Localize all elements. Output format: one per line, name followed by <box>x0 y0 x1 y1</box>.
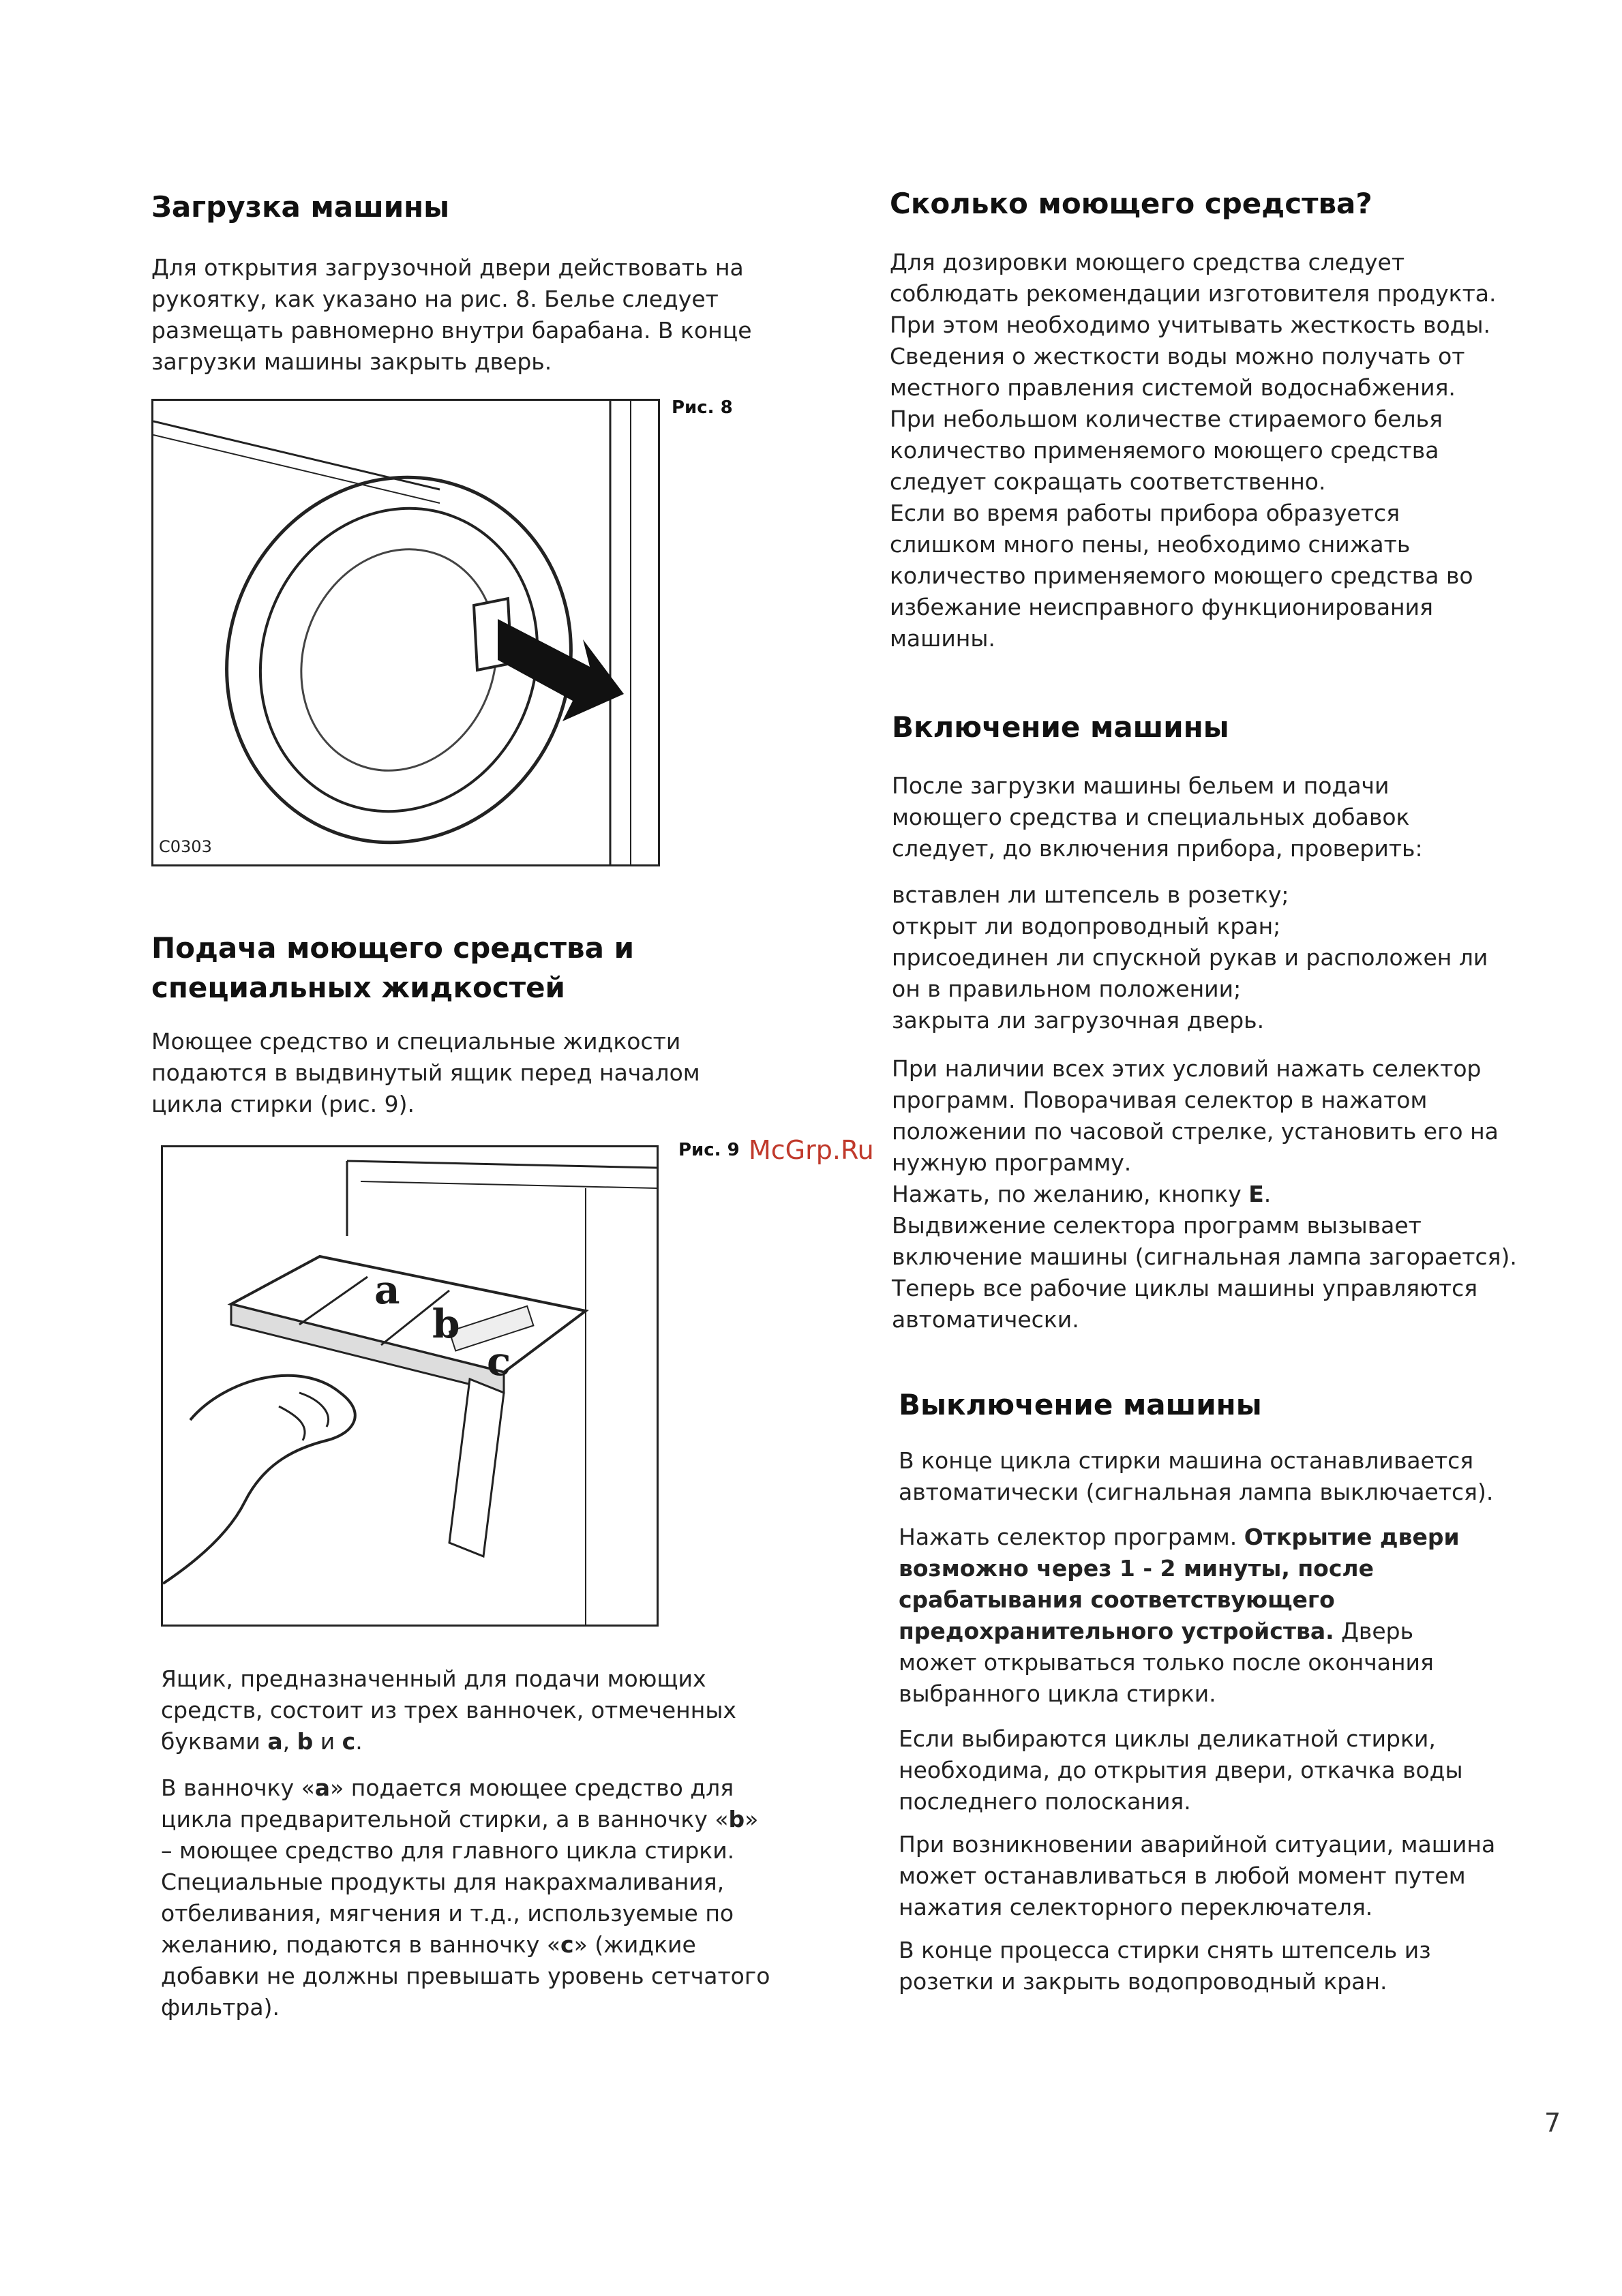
text-line: Сведения о жесткости воды можно получать от <box>890 343 1465 369</box>
figure-code: C0303 <box>159 837 212 856</box>
text-line: После загрузки машины бельем и подачи <box>892 772 1390 799</box>
text-line: автоматически (сигнальная лампа выключается). <box>899 1479 1494 1505</box>
text-line: предохранительного устройства. Дверь <box>899 1618 1414 1644</box>
text-line: количество применяемого моющего средства во <box>890 562 1473 589</box>
text-line: При возникновении аварийной ситуации, машина <box>899 1831 1496 1858</box>
text-line: закрыта ли загрузочная дверь. <box>892 1007 1265 1033</box>
text-line: Нажать селектор программ. Открытие двери <box>899 1524 1460 1550</box>
text-line: следует, до включения прибора, проверить: <box>892 835 1423 862</box>
text-line: следует сокращать соответственно. <box>890 468 1326 495</box>
compartment-label-c: c <box>487 1338 511 1385</box>
text-line: выбранного цикла стирки. <box>899 1680 1216 1707</box>
text-line: может открываться только после окончания <box>899 1649 1434 1676</box>
text-line: последнего полоскания. <box>899 1788 1191 1815</box>
text-line: рукоятку, как указано на рис. 8. Белье следует <box>151 286 719 312</box>
text-line: присоединен ли спускной рукав и расположен ли <box>892 944 1488 971</box>
text-line: Если во время работы прибора образуется <box>890 500 1400 526</box>
text-line: При этом необходимо учитывать жесткость воды. <box>890 312 1490 338</box>
figure-9-caption: Рис. 9 <box>678 1140 740 1160</box>
paragraph-switch-on-steps <box>892 1053 1517 1335</box>
text-line: положении по часовой стрелке, установить его на <box>892 1118 1499 1145</box>
text-line: Для дозировки моющего средства следует <box>890 249 1405 275</box>
text-line: Моющее средство и специальные жидкости <box>151 1028 681 1055</box>
text-line: нажатия селекторного переключателя. <box>899 1894 1373 1920</box>
paragraph-switch-off-2 <box>899 1522 1460 1710</box>
text-line: местного правления системой водоснабжения. <box>890 374 1456 401</box>
paragraph-drawer-1 <box>161 1663 736 1757</box>
text-line: автоматически. <box>892 1306 1079 1333</box>
text-line: фильтра). <box>161 1994 280 2021</box>
text-line: нужную программу. <box>892 1149 1132 1176</box>
text-line: вставлен ли штепсель в розетку; <box>892 881 1289 908</box>
text-line: В конце процесса стирки снять штепсель из <box>899 1937 1431 1963</box>
paragraph-switch-off-1 <box>899 1445 1493 1508</box>
text-line: Ящик, предназначенный для подачи моющих <box>161 1665 706 1692</box>
paragraph-detergent-amount <box>890 247 1497 654</box>
text-line: Выдвижение селектора программ вызывает <box>892 1212 1422 1239</box>
text-line: включение машины (сигнальная лампа загорается). <box>892 1243 1517 1270</box>
heading-line: Подача моющего средства и <box>151 931 634 965</box>
text-line: соблюдать рекомендации изготовителя продукта. <box>890 280 1497 307</box>
text-line: желанию, подаются в ванночку «c» (жидкие <box>161 1931 696 1958</box>
text-line: количество применяемого моющего средства <box>890 437 1439 464</box>
paragraph-switch-off-4 <box>899 1829 1495 1923</box>
figure-8-door-handle <box>151 399 660 866</box>
text-line: розетки и закрыть водопроводный кран. <box>899 1968 1387 1995</box>
text-line: цикла предварительной стирки, а в ванночку «b» <box>161 1806 759 1832</box>
heading-line: специальных жидкостей <box>151 971 565 1004</box>
text-line: В ванночку «a» подается моющее средство для <box>161 1774 734 1801</box>
paragraph-switch-on-intro <box>892 770 1423 864</box>
heading-detergent <box>151 928 634 1008</box>
text-line: размещать равномерно внутри барабана. В конце <box>151 317 752 344</box>
text-line: он в правильном положении; <box>892 976 1242 1002</box>
heading-detergent-amount: Сколько моющего средства? <box>890 187 1372 220</box>
text-line: необходима, до открытия двери, откачка воды <box>899 1757 1463 1783</box>
text-line: буквами a, b и c. <box>161 1728 363 1755</box>
text-line: возможно через 1 - 2 минуты, после <box>899 1555 1374 1582</box>
text-line: Теперь все рабочие циклы машины управляются <box>892 1275 1478 1301</box>
text-line: При небольшом количестве стираемого белья <box>890 406 1443 432</box>
text-line: Специальные продукты для накрахмаливания, <box>161 1869 725 1895</box>
text-line: загрузки машины закрыть дверь. <box>151 348 552 375</box>
text-line: срабатывания соответствующего <box>899 1586 1335 1613</box>
door-illustration <box>153 401 658 864</box>
watermark-text: McGrp.Ru <box>749 1135 874 1165</box>
paragraph-switch-off-3 <box>899 1723 1463 1817</box>
paragraph-switch-off-5 <box>899 1935 1431 1997</box>
text-line: – моющее средство для главного цикла стирки. <box>161 1837 735 1864</box>
text-line: подаются в выдвинутый ящик перед началом <box>151 1059 700 1086</box>
compartment-label-b: b <box>432 1301 460 1347</box>
heading-switch-on: Включение машины <box>892 710 1229 744</box>
heading-loading: Загрузка машины <box>151 190 450 224</box>
paragraph-switch-on-checks <box>892 879 1488 1036</box>
text-line: машины. <box>890 625 995 652</box>
paragraph-drawer-2 <box>161 1772 770 2023</box>
text-line: моющего средства и специальных добавок <box>892 804 1410 830</box>
text-line: В конце цикла стирки машина останавливается <box>899 1447 1474 1474</box>
text-line: открыт ли водопроводный кран; <box>892 913 1281 939</box>
text-line: При наличии всех этих условий нажать селектор <box>892 1055 1482 1082</box>
text-line: Для открытия загрузочной двери действовать на <box>151 254 744 281</box>
text-line: цикла стирки (рис. 9). <box>151 1091 415 1117</box>
text-line: отбеливания, мягчения и т.д., используемые по <box>161 1900 734 1927</box>
drawer-illustration <box>163 1147 657 1625</box>
text-line: программ. Поворачивая селектор в нажатом <box>892 1087 1428 1113</box>
text-line: может останавливаться в любой момент путем <box>899 1862 1466 1889</box>
page-number: 7 <box>1544 2108 1561 2138</box>
paragraph-loading <box>151 252 752 378</box>
heading-switch-off: Выключение машины <box>899 1388 1262 1421</box>
text-line: средств, состоит из трех ванночек, отмеченных <box>161 1697 736 1723</box>
figure-9-drawer <box>161 1145 659 1627</box>
text-line: слишком много пены, необходимо снижать <box>890 531 1411 558</box>
text-line: избежание неисправного функционирования <box>890 594 1433 620</box>
figure-8-caption: Рис. 8 <box>672 397 733 418</box>
text-line: добавки не должны превышать уровень сетчатого <box>161 1963 770 1989</box>
compartment-label-a: a <box>374 1267 400 1313</box>
text-line: Если выбираются циклы деликатной стирки, <box>899 1725 1436 1752</box>
text-line: Нажать, по желанию, кнопку E. <box>892 1181 1272 1207</box>
paragraph-detergent <box>151 1026 700 1120</box>
key-e-label: E <box>1248 1181 1264 1207</box>
